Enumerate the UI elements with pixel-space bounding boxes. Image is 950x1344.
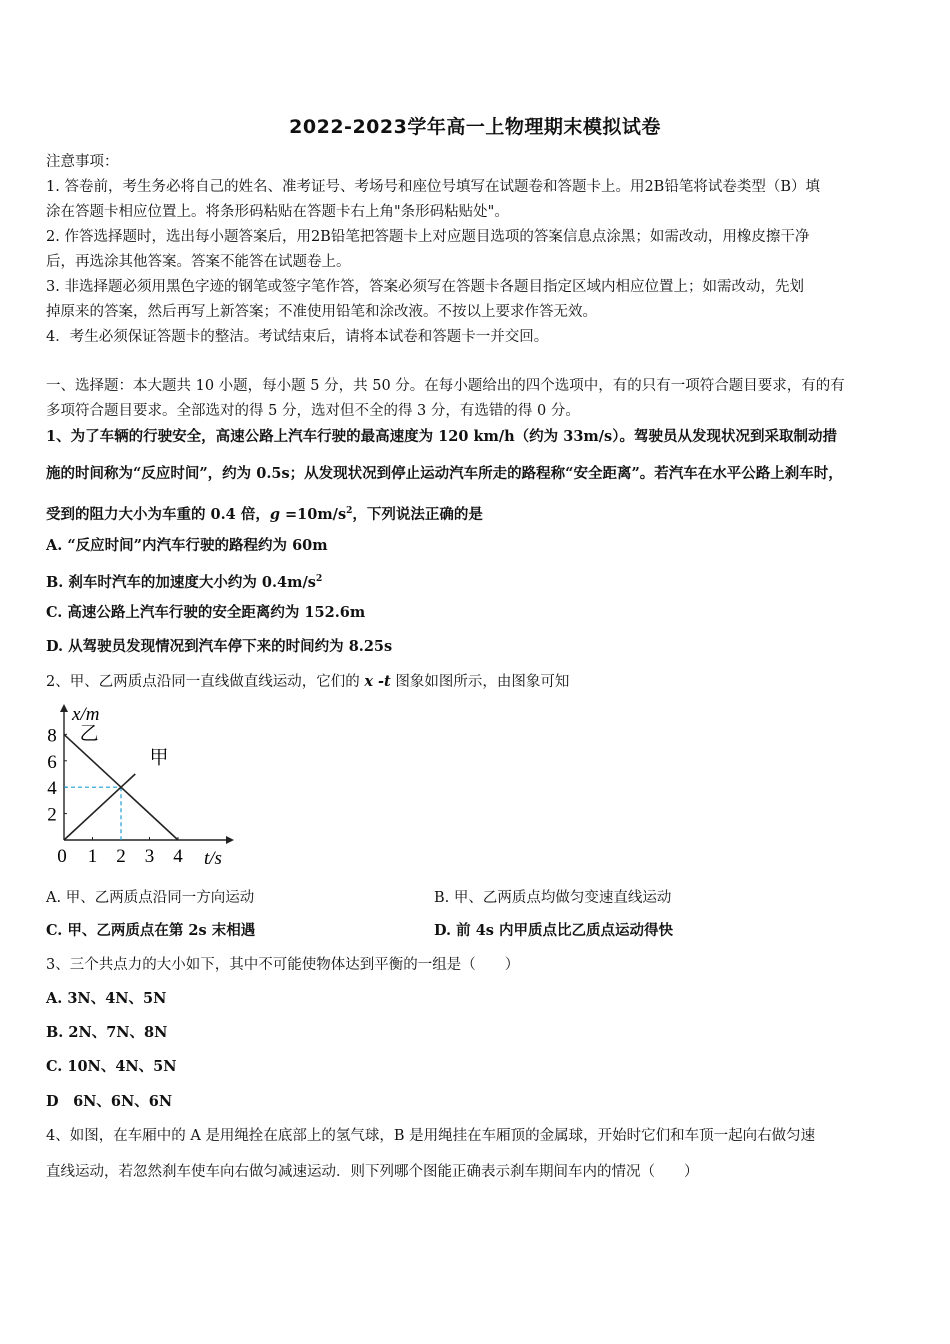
q3-option-b: B. 2N、7N、8N — [46, 1024, 168, 1041]
x-tick-label: 2 — [116, 846, 126, 867]
notice-line: 1. 答卷前，考生务必将自己的姓名、准考证号、考场号和座位号填写在试题卷和答题卡上。用2B铅笔将试卷类型（B）填 — [46, 179, 820, 195]
xt-symbol: x -t — [364, 673, 391, 690]
series-label-yi: 乙 — [79, 723, 99, 745]
q1-option-c: C. 高速公路上汽车行驶的安全距离约为 152.6m — [46, 604, 366, 621]
page-title: 2022-2023学年高一上物理期末模拟试卷 — [289, 116, 661, 138]
series-label-jia: 甲 — [149, 747, 169, 769]
xt-graph — [44, 700, 244, 870]
q1-option-d: D. 从驾驶员发现情况到汽车停下来的时间约为 8.25s — [46, 638, 393, 655]
q1-option-b-text: B. 刹车时汽车的加速度大小约为 0.4m/s — [46, 573, 316, 591]
q2-stem — [46, 672, 916, 692]
q2-option-b: B. 甲、乙两质点均做匀变速直线运动 — [434, 890, 672, 906]
notice-line: 掉原来的答案，然后再写上新答案；不准使用铅笔和涂改液。不按以上要求作答无效。 — [46, 304, 597, 320]
q1-stem-text: 受到的阻力大小为车重的 0.4 倍， — [46, 505, 270, 523]
q2-stem-text: 图象如图所示，由图象可知 — [390, 674, 570, 690]
y-axis-label: x/m — [72, 704, 100, 725]
x-axis-arrow — [226, 836, 234, 844]
y-tick-label: 6 — [47, 751, 57, 773]
superscript: 2 — [315, 574, 323, 584]
section-intro: 一、选择题：本大题共 10 小题，每小题 5 分，共 50 分。在每小题给出的四个选项中，有的只有一项符合题目要求，有的有 — [46, 378, 845, 394]
q1-stem — [46, 501, 916, 525]
g-symbol: g — [269, 505, 280, 523]
notice-line: 后，再选涂其他答案。答案不能答在试题卷上。 — [46, 254, 351, 270]
superscript: 2 — [346, 506, 353, 516]
q3-option-c: C. 10N、4N、5N — [46, 1058, 177, 1075]
q3-option-a: A. 3N、4N、5N — [46, 990, 167, 1007]
section-intro: 多项符合题目要求。全部选对的得 5 分，选对但不全的得 3 分，有选错的得 0 分。 — [46, 403, 580, 419]
x-tick-label: 3 — [144, 846, 155, 867]
x-axis-label: t/s — [204, 848, 222, 869]
series-line-0 — [64, 774, 135, 840]
q2-stem-text: 2、甲、乙两质点沿同一直线做直线运动，它们的 — [46, 674, 365, 690]
notice-line: 涂在答题卡相应位置上。将条形码粘贴在答题卡右上角"条形码粘贴处"。 — [46, 204, 509, 220]
x-tick-label: 4 — [173, 846, 183, 867]
y-tick-label: 2 — [47, 804, 57, 826]
x-tick-label: 0 — [57, 846, 67, 867]
notice-line: 4．考生必须保证答题卡的整洁。考试结束后，请将本试卷和答题卡一并交回。 — [46, 329, 549, 345]
notice-heading: 注意事项： — [46, 154, 119, 170]
q2-option-c: C. 甲、乙两质点在第 2s 末相遇 — [46, 922, 256, 939]
q3-stem: 3、三个共点力的大小如下，其中不可能使物体达到平衡的一组是（ ） — [46, 957, 520, 973]
q1-stem: 1、为了车辆的行驶安全，高速公路上汽车行驶的最高速度为 120 km/h（约为 33m/s）。驾驶员从发现状况到采取制动措 — [46, 428, 837, 445]
notice-line: 2. 作答选择题时，选出每小题答案后，用2B铅笔把答题卡上对应题目选项的答案信息点涂黑；如需改动，用橡皮擦干净 — [46, 229, 810, 245]
x-tick-label: 1 — [87, 846, 98, 867]
q2-option-d: D. 前 4s 内甲质点比乙质点运动得快 — [434, 922, 674, 939]
q3-option-d: D 6N、6N、6N — [46, 1093, 173, 1110]
q1-stem-text: ，下列说法正确的是 — [352, 505, 483, 523]
q1-stem-text: =10m/s — [279, 505, 347, 523]
q4-stem: 直线运动，若忽然刹车使车向右做匀减速运动．则下列哪个图能正确表示刹车期间车内的情况（ ） — [46, 1164, 699, 1180]
y-axis-arrow — [60, 704, 68, 712]
q4-stem: 4、如图，在车厢中的 A 是用绳拴在底部上的氢气球，B 是用绳挂在车厢顶的金属球，开始时它们和车顶一起向右做匀速 — [46, 1128, 816, 1144]
y-tick-label: 4 — [47, 778, 57, 800]
y-tick-label: 8 — [47, 725, 57, 747]
q1-stem: 施的时间称为“反应时间”，约为 0.5s；从发现状况到停止运动汽车所走的路程称“安全距离”。若汽车在水平公路上刹车时， — [46, 465, 843, 482]
q1-option-b — [46, 569, 916, 593]
q1-option-a: A. “反应时间”内汽车行驶的路程约为 60m — [46, 537, 328, 554]
q2-option-a: A. 甲、乙两质点沿同一方向运动 — [46, 890, 255, 906]
notice-line: 3. 非选择题必须用黑色字迹的钢笔或签字笔作答，答案必须写在答题卡各题目指定区域内相应位置上；如需改动，先划 — [46, 279, 804, 295]
